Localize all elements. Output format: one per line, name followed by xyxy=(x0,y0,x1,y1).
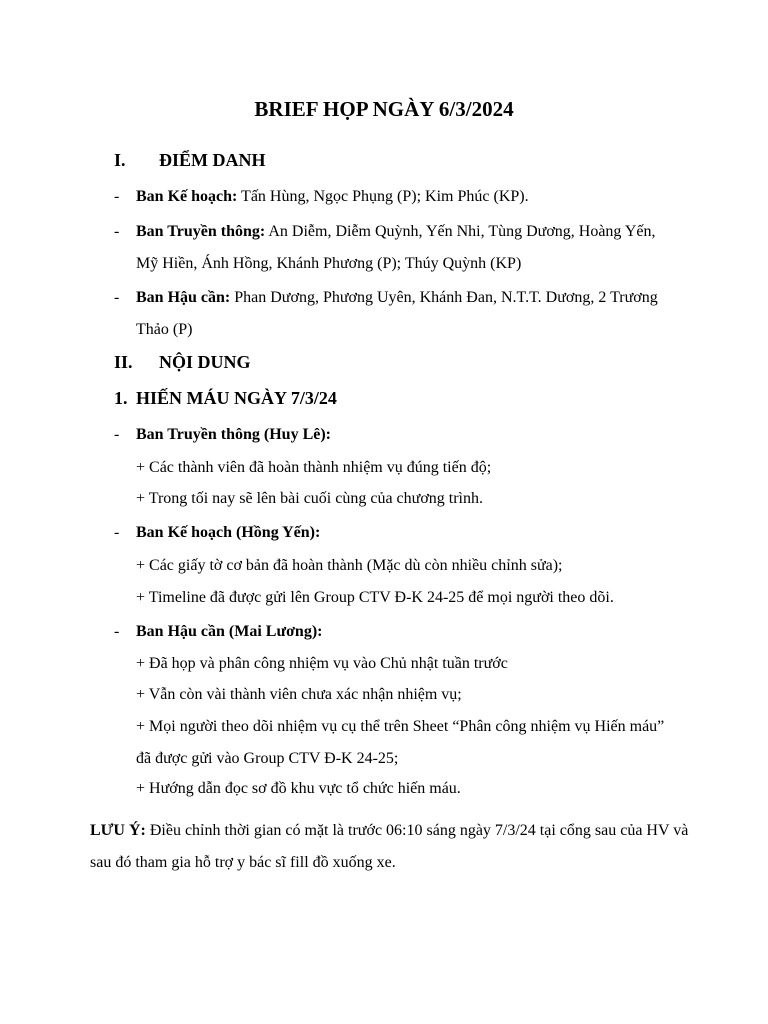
section-number: I. xyxy=(114,150,126,170)
bullet-dash: - xyxy=(114,223,120,240)
group-label: Ban Hậu cần (Mai Lương): xyxy=(136,623,323,640)
bullet-dash: - xyxy=(114,289,120,306)
section-title: NỘI DUNG xyxy=(159,352,251,372)
group-item: + Vẫn còn vài thành viên chưa xác nhận nhiệm vụ; xyxy=(136,686,462,703)
group-item: + Các giấy tờ cơ bản đã hoàn thành (Mặc dù còn nhiều chỉnh sửa); xyxy=(136,557,563,574)
attendance-names: Phan Dương, Phương Uyên, Khánh Đan, N.T.T. Dương, 2 Trương Thảo (P) xyxy=(136,289,658,338)
document-title: BRIEF HỌP NGÀY 6/3/2024 xyxy=(254,97,514,121)
bullet-dash: - xyxy=(114,524,120,541)
bullet-dash: - xyxy=(114,188,120,205)
note-paragraph xyxy=(90,815,690,879)
group-item: + Trong tối nay sẽ lên bài cuối cùng của chương trình. xyxy=(136,490,483,507)
event-title: HIẾN MÁU NGÀY 7/3/24 xyxy=(136,388,337,408)
department-label: Ban Truyền thông: xyxy=(136,223,266,240)
group-item: + Các thành viên đã hoàn thành nhiệm vụ đúng tiến độ; xyxy=(136,459,492,476)
note-text: Điều chỉnh thời gian có mặt là trước 06:10 sáng ngày 7/3/24 tại cổng sau của HV và sau đó tham gia hỗ trợ y bác sĩ fill đồ xuống xe. xyxy=(90,822,689,871)
note-label: LƯU Ý: xyxy=(90,822,146,839)
event-number: 1. xyxy=(114,388,128,408)
bullet-dash: - xyxy=(114,623,120,640)
attendance-names: Tấn Hùng, Ngọc Phụng (P); Kim Phúc (KP). xyxy=(237,188,529,205)
department-label: Ban Kế hoạch: xyxy=(136,188,238,205)
department-label: Ban Hậu cần: xyxy=(136,289,231,306)
attendance-names: An Diễm, Diễm Quỳnh, Yến Nhi, Tùng Dương, Hoàng Yến, Mỹ Hiền, Ánh Hồng, Khánh Phương (P); Thúy Quỳnh (KP) xyxy=(136,223,656,272)
group-item: + Hướng dẫn đọc sơ đồ khu vực tổ chức hiến máu. xyxy=(136,780,461,797)
section-title: ĐIỂM DANH xyxy=(159,150,266,170)
bullet-dash: - xyxy=(114,426,120,443)
group-item: + Đã họp và phân công nhiệm vụ vào Chủ nhật tuần trước xyxy=(136,655,508,672)
group-label: Ban Kế hoạch (Hồng Yến): xyxy=(136,524,321,541)
section-number: II. xyxy=(114,352,133,372)
group-label: Ban Truyền thông (Huy Lê): xyxy=(136,426,331,443)
group-item: + Mọi người theo dõi nhiệm vụ cụ thể trên Sheet “Phân công nhiệm vụ Hiến máu” đã được gửi vào Group CTV Đ-K 24-25; xyxy=(136,718,665,767)
group-item: + Timeline đã được gửi lên Group CTV Đ-K 24-25 để mọi người theo dõi. xyxy=(136,589,614,606)
